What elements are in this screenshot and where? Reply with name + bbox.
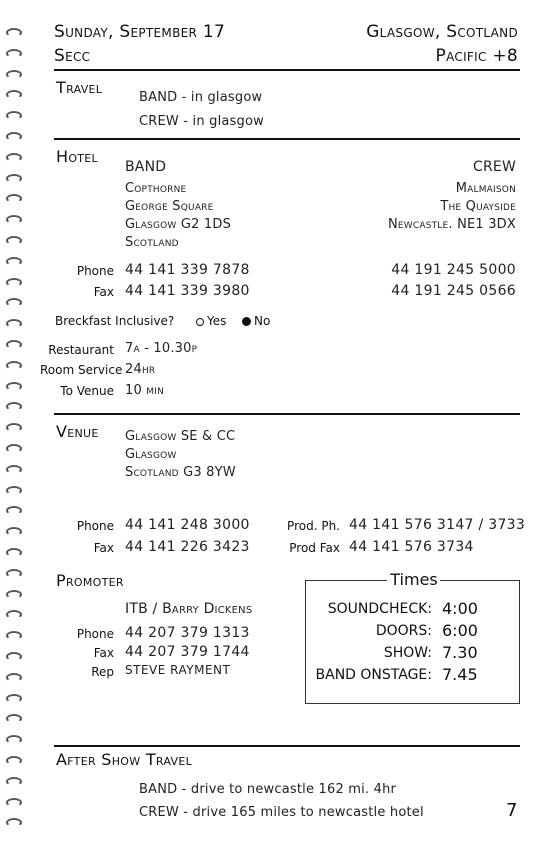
promoter-fax-label: Fax <box>93 646 114 660</box>
no-radio-icon[interactable] <box>242 317 251 326</box>
times-box-top-left <box>305 580 387 581</box>
after-show-section-title: After Show Travel <box>56 750 193 769</box>
soundcheck-label: SOUNDCHECK: <box>327 601 432 617</box>
venue-line: Glasgow <box>125 447 177 462</box>
promoter-divider <box>54 745 520 747</box>
no-label: No <box>254 314 271 328</box>
spiral-ring <box>6 215 22 224</box>
city-heading: Glasgow, Scotland <box>366 22 518 42</box>
promoter-rep: STEVE RAYMENT <box>125 663 231 677</box>
promoter-section-title: Promoter <box>56 571 124 590</box>
hotel-band-line: Glasgow G2 1DS <box>125 217 232 232</box>
spiral-ring <box>6 818 22 827</box>
venue-section-title: Venue <box>56 422 99 441</box>
spiral-ring <box>6 444 22 453</box>
hotel-fax-label: Fax <box>93 285 114 299</box>
spiral-ring <box>6 319 22 328</box>
spiral-ring <box>6 174 22 183</box>
spiral-ring <box>6 132 22 141</box>
hotel-crew-phone: 44 191 245 5000 <box>391 262 516 278</box>
promoter-fax: 44 207 379 1744 <box>125 644 250 660</box>
hotel-divider <box>54 413 520 415</box>
spiral-ring <box>6 402 22 411</box>
spiral-ring <box>6 382 22 391</box>
hotel-crew-line: The Quayside <box>440 199 516 214</box>
room-service-label: Room Service <box>40 363 123 377</box>
to-venue-time: 10 min <box>125 383 165 398</box>
spiral-ring <box>6 298 22 307</box>
soundcheck-time: 4:00 <box>442 599 478 618</box>
spiral-ring <box>6 777 22 786</box>
promoter-phone: 44 207 379 1313 <box>125 625 250 641</box>
venue-fax-label: Fax <box>93 541 114 555</box>
venue-fax: 44 141 226 3423 <box>125 539 250 555</box>
hotel-crew-line: Newcastle. NE1 3DX <box>387 217 516 232</box>
prod-phone-label: Prod. Ph. <box>287 519 340 533</box>
breakfast-row <box>55 314 270 328</box>
spiral-ring <box>6 506 22 515</box>
doors-label: DOORS: <box>375 623 432 639</box>
spiral-ring <box>6 798 22 807</box>
doors-time: 6:00 <box>442 621 478 640</box>
spiral-ring <box>6 111 22 120</box>
spiral-ring <box>6 673 22 682</box>
spiral-ring <box>6 194 22 203</box>
restaurant-label: Restaurant <box>48 343 114 357</box>
yes-label: Yes <box>206 314 227 328</box>
spiral-ring <box>6 340 22 349</box>
hotel-band-line: Scotland <box>125 235 179 250</box>
hotel-crew-heading: CREW <box>473 159 516 175</box>
after-show-band: BAND - drive to newcastle 162 mi. 4hr <box>139 782 397 797</box>
date-heading: Sunday, September 17 <box>54 22 226 42</box>
room-service-hours: 24hr <box>125 362 156 377</box>
restaurant-hours: 7a - 10.30p <box>125 341 198 356</box>
show-label: SHOW: <box>383 645 432 661</box>
timezone-heading: Pacific +8 <box>435 46 518 66</box>
times-box <box>305 580 520 704</box>
hotel-crew-line: Malmaison <box>455 181 516 196</box>
hotel-band-heading: BAND <box>125 159 167 175</box>
spiral-ring <box>6 590 22 599</box>
hotel-phone-label: Phone <box>76 264 114 278</box>
venue-line: Glasgow SE & CC <box>125 429 236 444</box>
after-show-crew: CREW - drive 165 miles to newcastle hotel <box>139 805 424 820</box>
spiral-ring <box>6 548 22 557</box>
spiral-ring <box>6 90 22 99</box>
promoter-phone-label: Phone <box>76 627 114 641</box>
spiral-ring <box>6 361 22 370</box>
yes-radio-icon[interactable] <box>196 318 204 326</box>
spiral-ring <box>6 28 22 37</box>
spiral-ring <box>6 49 22 58</box>
hotel-band-phone: 44 141 339 7878 <box>125 262 250 278</box>
prod-phone: 44 141 576 3147 / 3733 <box>349 517 526 533</box>
venue-phone-label: Phone <box>76 519 114 533</box>
page-number: 7 <box>506 800 518 821</box>
band-onstage-label: BAND ONSTAGE: <box>315 667 432 683</box>
to-venue-label: To Venue <box>60 384 114 398</box>
times-title: Times <box>390 570 438 589</box>
spiral-ring <box>6 694 22 703</box>
hotel-band-line: Copthorne <box>125 181 187 196</box>
travel-band: BAND - in glasgow <box>139 90 263 105</box>
venue-short-heading: Secc <box>54 46 91 66</box>
spiral-ring <box>6 631 22 640</box>
travel-section-title: Travel <box>56 78 103 97</box>
spiral-ring <box>6 527 22 536</box>
times-box-top-right <box>440 580 520 581</box>
venue-phone: 44 141 248 3000 <box>125 517 250 533</box>
spiral-ring <box>6 735 22 744</box>
prod-fax: 44 141 576 3734 <box>349 539 474 555</box>
header-divider <box>54 69 520 71</box>
hotel-band-line: George Square <box>125 199 214 214</box>
promoter-rep-label: Rep <box>91 665 114 679</box>
show-time: 7.30 <box>442 643 478 662</box>
prod-fax-label: Prod Fax <box>289 541 340 555</box>
spiral-ring <box>6 756 22 765</box>
hotel-band-fax: 44 141 339 3980 <box>125 283 250 299</box>
spiral-ring <box>6 153 22 162</box>
hotel-crew-fax: 44 191 245 0566 <box>391 283 516 299</box>
band-onstage-time: 7.45 <box>442 665 478 684</box>
spiral-ring <box>6 652 22 661</box>
spiral-ring <box>6 486 22 495</box>
hotel-section-title: Hotel <box>56 147 98 166</box>
breakfast-label: Breckfast Inclusive? <box>55 314 175 328</box>
venue-line: Scotland G3 8YW <box>125 465 236 480</box>
spiral-ring <box>6 465 22 474</box>
spiral-ring <box>6 257 22 266</box>
spiral-ring <box>6 70 22 79</box>
spiral-ring <box>6 569 22 578</box>
spiral-ring <box>6 714 22 723</box>
travel-divider <box>54 138 520 140</box>
travel-crew: CREW - in glasgow <box>139 114 264 129</box>
spiral-ring <box>6 610 22 619</box>
promoter-name: ITB / Barry Dickens <box>125 601 253 617</box>
spiral-ring <box>6 423 22 432</box>
spiral-ring <box>6 278 22 287</box>
spiral-ring <box>6 236 22 245</box>
